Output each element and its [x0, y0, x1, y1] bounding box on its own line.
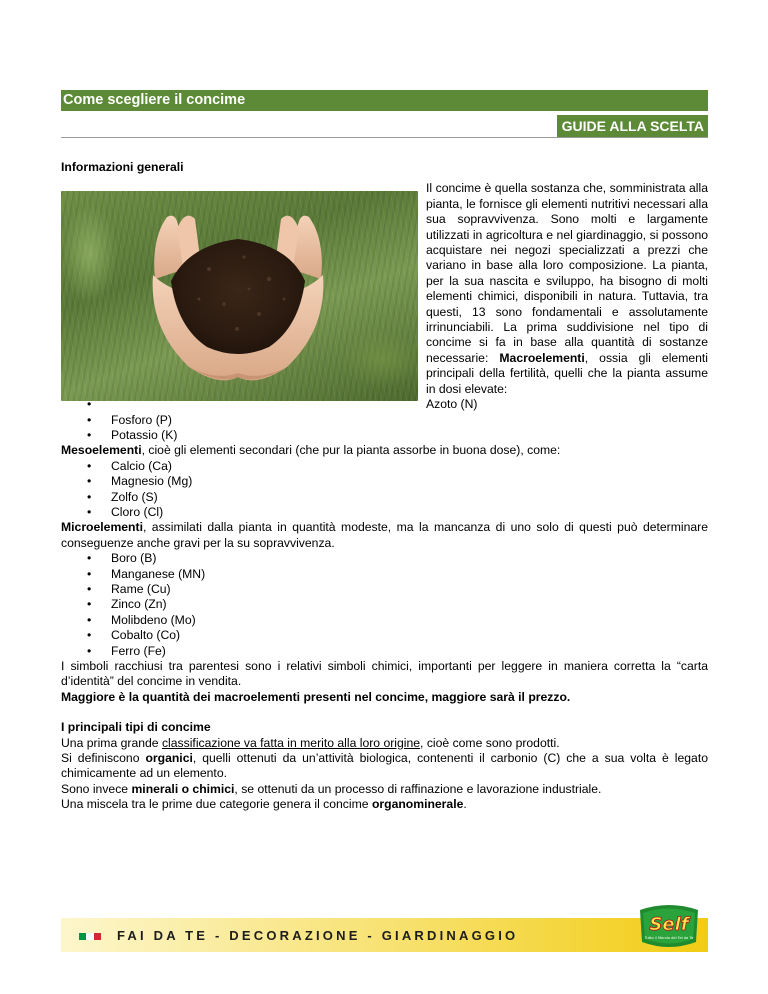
list-item: • Cloro (Cl) — [61, 505, 708, 520]
list-item: • Fosforo (P) — [61, 413, 708, 428]
micro-text: , assimilati dalla pianta in quantità modeste, ma la mancanza di uno solo di questi può determinare conseguenze anche gravi per la su sopravvivenza. — [61, 520, 708, 550]
mineral-text-a: Sono invece — [61, 781, 132, 796]
list-item: • Boro (B) — [61, 551, 708, 566]
classification-text-b: , cioè come sono prodotti. — [420, 735, 560, 750]
hands-holding-soil-image — [149, 209, 327, 389]
list-item: • Magnesio (Mg) — [61, 474, 708, 489]
list-item: • Azoto (N) — [61, 397, 708, 412]
intro-text-b: , ossia gli elementi principali della fertilità, quelli che la pianta assume in dosi elevate: — [426, 350, 708, 396]
meso-paragraph — [61, 443, 708, 458]
list-item: • Potassio (K) — [61, 428, 708, 443]
self-logo — [636, 902, 702, 950]
footer-tagline: FAI DA TE - DECORAZIONE - GIARDINAGGIO — [117, 928, 519, 943]
micro-list — [61, 551, 708, 659]
symbols-note: I simboli racchiusi tra parentesi sono i relativi simboli chimici, importanti per leggere in maniera corretta la “carta d’identità” del concime in vendita. — [61, 659, 708, 689]
micro-paragraph — [61, 520, 708, 551]
list-item: • Molibdeno (Mo) — [61, 613, 708, 628]
footer-banner — [61, 914, 708, 952]
organic-text-b: , quelli ottenuti da un’attività biologica, contenenti il carbonio (C) che a sua volta è legato chimicamente ad un elemento. — [61, 751, 708, 781]
logo-wordmark: Self — [649, 914, 689, 935]
header-divider — [61, 137, 708, 138]
organic-line — [61, 751, 708, 782]
document-body — [61, 160, 708, 813]
section-heading-general: Informazioni generali — [61, 160, 184, 174]
soil-hands-photo — [61, 191, 418, 401]
guide-tag: GUIDE ALLA SCELTA — [557, 115, 708, 137]
minerali-term: minerali o chimici — [131, 781, 235, 796]
list-item: • Calcio (Ca) — [61, 459, 708, 474]
list-item: • Ferro (Fe) — [61, 644, 708, 659]
page-title: Come scegliere il concime — [63, 92, 246, 108]
section-heading-types: I principali tipi di concime — [61, 720, 211, 735]
microelementi-term: Microelementi — [61, 520, 143, 535]
classification-line — [61, 736, 708, 751]
intro-text-a: Il concime è quella sostanza che, somministrata alla pianta, le fornisce gli elementi nutritivi necessari alla sua sopravvivenza. Sono molti e largamente utilizzati in agricoltura e nel giardinaggio, si possono acquistare nei negozi specializzati a prezzi che variano in base alla loro composizione. La pianta, per la sua nascita e sviluppo, ha bisogno di molti elementi chimici, disponibili in natura. Tuttavia, tra questi, 13 sono fondamentali e assolutamente irrinunciabili. La prima suddivisione nel tipo di concime si fa in base alla quantità di sostanze necessarie: — [426, 181, 708, 365]
organomineral-text-b: . — [463, 797, 467, 812]
organic-text-a: Si definiscono — [61, 751, 146, 766]
list-item: • Zinco (Zn) — [61, 597, 708, 612]
price-note: Maggiore è la quantità dei macroelementi presenti nel concime, maggiore sarà il prezzo. — [61, 689, 571, 704]
organomineral-text-a: Una miscela tra le prime due categorie genera il concime — [61, 797, 372, 812]
organominerale-term: organominerale — [371, 797, 464, 812]
mineral-text-b: , se ottenuti da un processo di raffinazione e lavorazione industriale. — [234, 781, 602, 796]
organomineral-line — [61, 797, 708, 812]
mesoelementi-term: Mesoelementi — [61, 443, 142, 458]
macro-list — [61, 397, 708, 443]
list-item: • Cobalto (Co) — [61, 628, 708, 643]
title-bar — [61, 90, 708, 111]
classification-text-a: Una prima grande — [61, 735, 162, 750]
organici-term: organici — [145, 751, 193, 766]
classification-underlined: classificazione va fatta in merito alla loro origine — [161, 735, 421, 750]
meso-list — [61, 459, 708, 521]
mineral-line — [61, 782, 708, 797]
meso-text: , cioè gli elementi secondari (che pur la pianta assorbe in buona dose), come: — [141, 443, 561, 458]
list-item: • Manganese (MN) — [61, 567, 708, 582]
list-item: • Zolfo (S) — [61, 490, 708, 505]
italian-flag-icon — [79, 933, 101, 940]
macroelementi-term: Macroelementi — [499, 350, 585, 365]
logo-tagline: Tutto il Mondo del Fai da Te — [644, 936, 694, 940]
list-item: • Rame (Cu) — [61, 582, 708, 597]
